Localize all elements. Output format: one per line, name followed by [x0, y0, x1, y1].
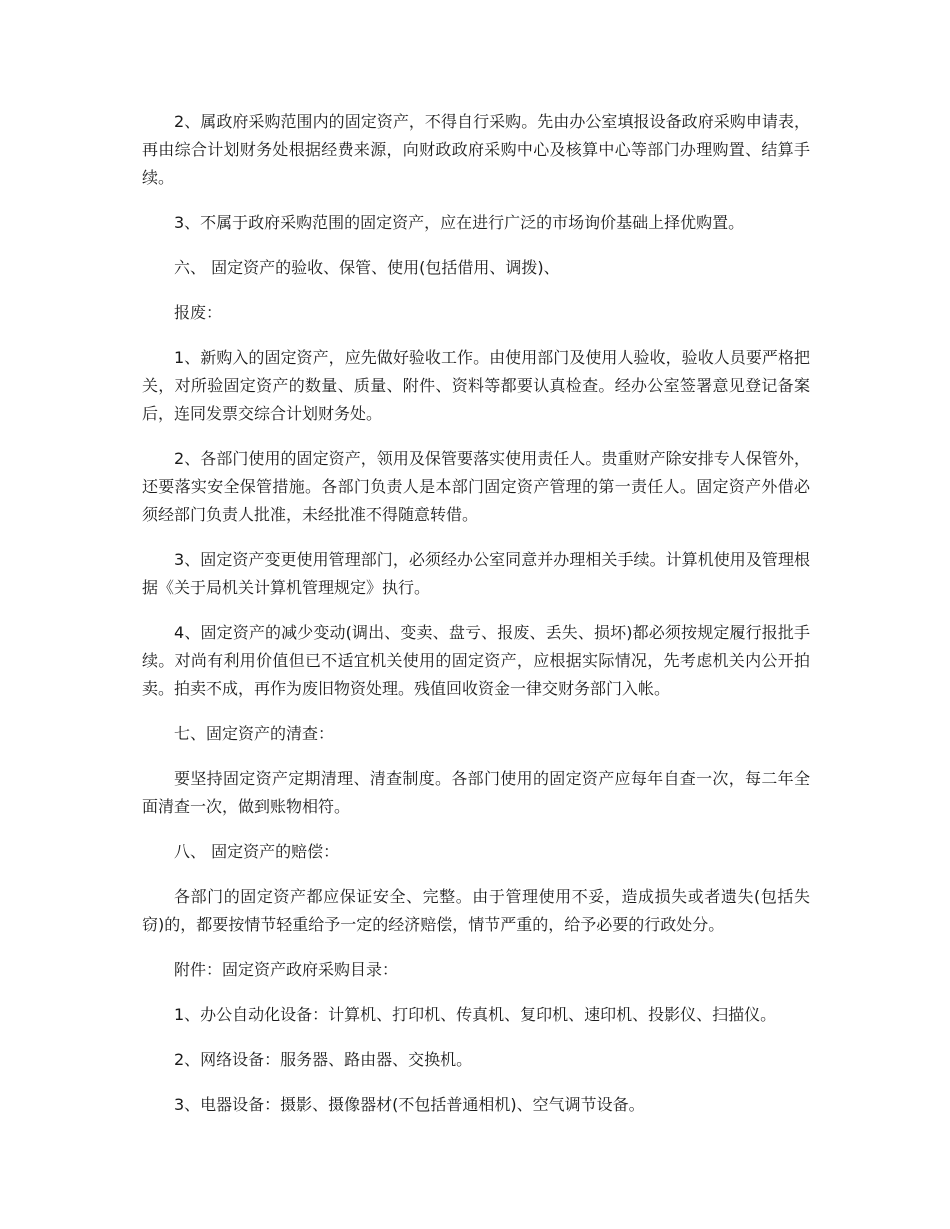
paragraph-inventory-check: 要坚持固定资产定期清理、清查制度。各部门使用的固定资产应每年自查一次，每二年全面清查一次，做到账物相符。 [142, 769, 810, 816]
paragraph-acceptance: 1、新购入的固定资产，应先做好验收工作。由使用部门及使用人验收，验收人员要严格把关，对所验固定资产的数量、质量、附件、资料等都要认真检查。经办公室签署意见登记备案后，连同发票交综合计划财务处。 [142, 348, 810, 423]
section-heading-six: 六、 固定资产的验收、保管、使用(包括借用、调拨)、 [174, 258, 560, 277]
appendix-heading: 附件：固定资产政府采购目录： [174, 960, 399, 979]
document-body [142, 108, 810, 1136]
list-item-office-automation: 1、办公自动化设备：计算机、打印机、传真机、复印机、速印机、投影仪、扫描仪。 [174, 1005, 777, 1024]
list-item-electrical-equipment: 3、电器设备：摄影、摄像器材(不包括普通相机)、空气调节设备。 [174, 1095, 645, 1114]
paragraph-procurement-outside-scope: 3、不属于政府采购范围的固定资产，应在进行广泛的市场询价基础上择优购置。 [174, 213, 745, 232]
section-heading-seven: 七、固定资产的清查： [174, 724, 335, 743]
paragraph-compensation: 各部门的固定资产都应保证安全、完整。由于管理使用不妥，造成损失或者遗失(包括失窃)的，都要按情节轻重给予一定的经济赔偿，情节严重的，给予必要的行政处分。 [142, 887, 810, 934]
paragraph-transfer: 3、固定资产变更使用管理部门，必须经办公室同意并办理相关手续。计算机使用及管理根据《关于局机关计算机管理规定》执行。 [142, 550, 810, 597]
paragraph-disposal: 4、固定资产的减少变动(调出、变卖、盘亏、报废、丢失、损坏)都必须按规定履行报批手续。对尚有利用价值但已不适宜机关使用的固定资产，应根据实际情况，先考虑机关内公开拍卖。拍卖不成，再作为废旧物资处理。残值回收资金一律交财务部门入帐。 [142, 623, 810, 698]
section-heading-eight: 八、 固定资产的赔偿： [174, 842, 340, 861]
paragraph-procurement-within-scope: 2、属政府采购范围内的固定资产，不得自行采购。先由办公室填报设备政府采购申请表，再由综合计划财务处根据经费来源，向财政政府采购中心及核算中心等部门办理购置、结算手续。 [142, 112, 810, 187]
section-heading-six-continued: 报废： [174, 303, 223, 322]
list-item-network-equipment: 2、网络设备：服务器、路由器、交换机。 [174, 1050, 473, 1069]
paragraph-custody: 2、各部门使用的固定资产，领用及保管要落实使用责任人。贵重财产除安排专人保管外，还要落实安全保管措施。各部门负责人是本部门固定资产管理的第一责任人。固定资产外借必须经部门负责人批准，未经批准不得随意转借。 [142, 449, 810, 524]
